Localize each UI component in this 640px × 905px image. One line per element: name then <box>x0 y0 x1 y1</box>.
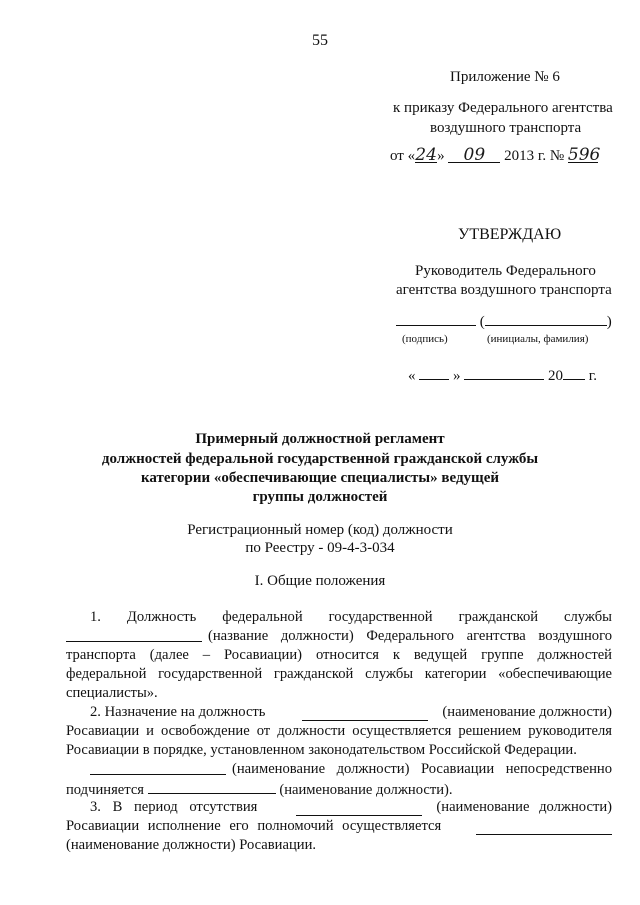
handwritten-order-number: 596 <box>567 145 601 165</box>
approval-year-blank <box>563 366 585 380</box>
p1-line1: 1. Должность федеральной государственной гражданской службы <box>90 609 612 625</box>
p2-line2: Росавиации и освобождение от должности осуществляется решением руководителя <box>66 723 612 739</box>
order-reference-line1: к приказу Федерального агентства <box>393 100 613 116</box>
name-caption: (инициалы, фамилия) <box>487 333 589 345</box>
signature-caption: (подпись) <box>402 333 448 345</box>
approval-date-open: « <box>408 368 416 384</box>
p3-line3: (наименование должности) Росавиации. <box>66 837 317 853</box>
doc-title-line1: Примерный должностной регламент <box>195 431 445 447</box>
signature-blank <box>396 312 476 326</box>
p3-deputy-blank <box>476 821 612 835</box>
paren-open: ( <box>479 314 485 330</box>
p2-line5-end: (наименование должности). <box>279 782 453 798</box>
p2-line1-end: (наименование должности) <box>442 704 612 720</box>
signature-line <box>396 312 612 331</box>
approval-date-close: » <box>453 368 461 384</box>
p1-line2-text: (название должности) Федерального агентства воздушного <box>208 628 612 644</box>
handwritten-day: 24 <box>415 145 437 165</box>
order-date-line <box>390 145 601 165</box>
p3-line2-text: Росавиации исполнение его полномочий осуществляется <box>66 818 442 834</box>
name-blank <box>485 312 607 326</box>
approval-title: УТВЕРЖДАЮ <box>458 226 562 243</box>
handwritten-month: 09 <box>448 148 500 163</box>
page-number: 55 <box>312 32 328 49</box>
date-year: 2013 г. № <box>504 148 565 164</box>
date-prefix: от « <box>390 148 416 164</box>
approval-month-blank <box>464 366 544 380</box>
approval-year-prefix: 20 <box>548 368 563 384</box>
registration-line2: по Реестру - 09-4-3-034 <box>245 540 395 556</box>
p2-superior-blank <box>148 780 276 794</box>
appendix-label: Приложение № 6 <box>450 69 560 85</box>
p1-line3: транспорта (далее – Росавиации) относится к ведущей группе должностей <box>66 647 612 663</box>
p2-position-blank <box>302 707 428 721</box>
p1-line4: федеральной государственной гражданской службы категории «обеспечивающие <box>66 666 612 682</box>
approval-year-suffix: г. <box>588 368 597 384</box>
date-mid: » <box>437 148 445 164</box>
p3-line2 <box>66 818 612 835</box>
p2-line5-start: подчиняется <box>66 782 145 798</box>
p2-line5 <box>66 780 453 799</box>
approval-line1: Руководитель Федерального <box>415 263 596 279</box>
p2-line1 <box>90 704 612 721</box>
p3-line1-end: (наименование должности) <box>436 799 612 815</box>
p2-line4-text: (наименование должности) Росавиации непосредственно <box>232 761 612 777</box>
approval-day-blank <box>419 366 449 380</box>
p2-line3: Росавиации в порядке, установленном законодательством Российской Федерации. <box>66 742 577 758</box>
section-title: I. Общие положения <box>254 573 386 589</box>
order-reference-line2: воздушного транспорта <box>430 120 582 136</box>
doc-title-line3: категории «обеспечивающие специалисты» ведущей <box>140 470 499 486</box>
p3-position-blank <box>296 802 422 816</box>
paren-close: ) <box>606 314 612 330</box>
approval-date-line <box>408 366 597 385</box>
approval-line2: агентства воздушного транспорта <box>396 282 612 298</box>
p1-position-blank <box>66 628 202 642</box>
doc-title-line2: должностей федеральной государственной гражданской службы <box>101 451 539 467</box>
p2-line4 <box>90 761 612 778</box>
p2-subordinate-blank <box>90 761 226 775</box>
p3-line1-start: 3. В период отсутствия <box>90 799 258 815</box>
p3-line1 <box>90 799 612 816</box>
p1-line2 <box>66 628 612 645</box>
registration-line1: Регистрационный номер (код) должности <box>187 522 453 538</box>
p1-line5: специалисты». <box>66 685 158 701</box>
p2-line1-start: 2. Назначение на должность <box>90 704 266 720</box>
doc-title-line4: группы должностей <box>252 489 388 505</box>
